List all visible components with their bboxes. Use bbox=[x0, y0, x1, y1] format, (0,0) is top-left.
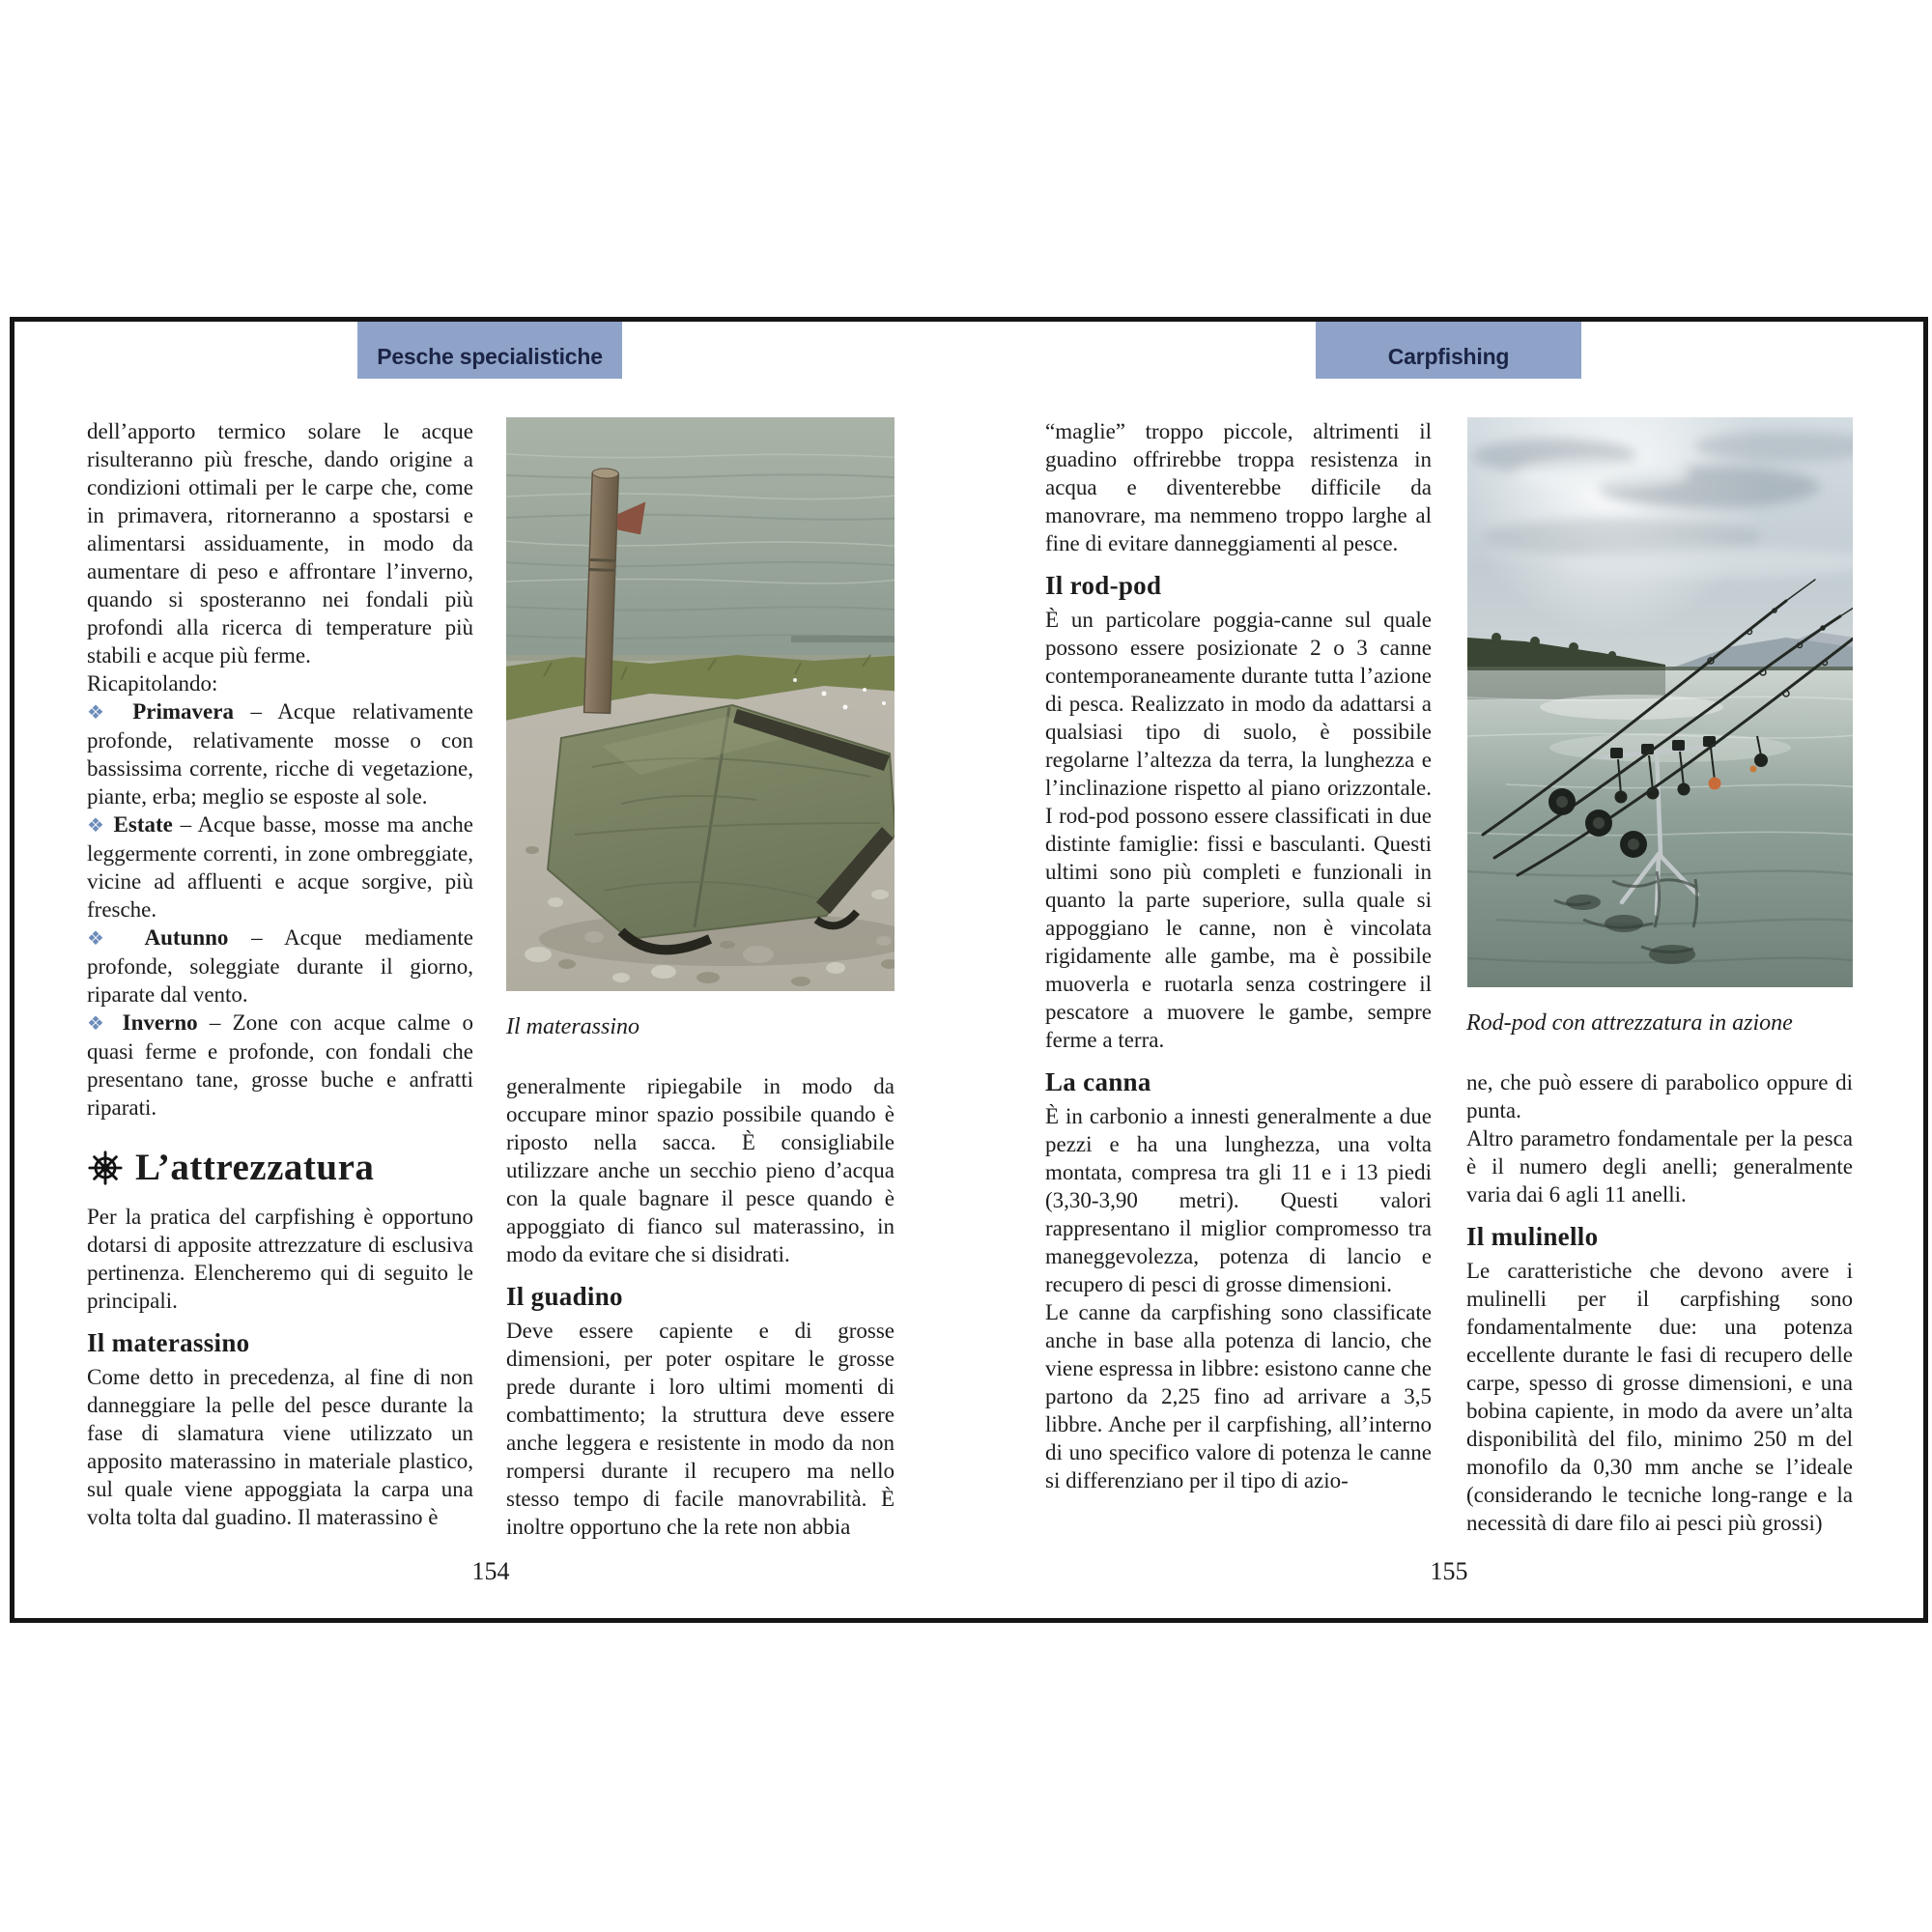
section-title-label: L’attrezzatura bbox=[135, 1147, 375, 1188]
body-paragraph: Le canne da carpfishing sono classificate anche in base alla potenza di lancio, che viene espressa in libbre: esistono canne che partono da 2,25 fino ad arrivare a 3,5 libbre. Anche per il carpfishing, all’interno di uno specifico valore di potenza le canne si differenziano per il tipo di azio- bbox=[1045, 1300, 1432, 1492]
page-number-right: 155 bbox=[1430, 1557, 1468, 1585]
body-paragraph: È un particolare poggia-canne sul quale possono essere posizionate 2 o 3 canne contemporaneamente durante tutta l’azione di pesca. Realizzato in modo da adattarsi a qualsiasi tipo di suolo, è possibile regolarne l’altezza da terra, la lunghezza e l’inclinazione rispetto al piano orizzontale. I rod-pod possono essere classificati in due distinte famiglie: fissi e basculanti. Questi ultimi sono più completi e funzionali in quanto la parte superiore, sulla quale si appoggiano le canne, non è vincolata rigidamente alle gambe, ma è possibile muoverla e ruotarla senza costringere il pescatore a muovere le gambe, sempre ferme a terra. bbox=[1045, 608, 1432, 1052]
body-paragraph: dell’apporto termico solare le acque risulteranno più fresche, dando origine a condizioni ottimali per le carpe che, come in primavera, ritorneranno a spostarsi e alimentarsi assiduamente, in modo da aumentare di peso e affrontare l’inverno, quando si sposteranno nei fondali più profondi alla ricerca di temperature più stabili e acque più ferme. bbox=[87, 419, 473, 668]
subheading-rodpod: Il rod-pod bbox=[1045, 571, 1162, 600]
running-head-right bbox=[1316, 322, 1581, 379]
body-paragraph: Per la pratica del carpfishing è opportuno dotarsi di apposite attrezzature di esclusiva pertinenza. Elencheremo qui di seguito le principali. bbox=[87, 1205, 473, 1313]
season-term: Inverno bbox=[122, 1010, 198, 1035]
diamond-bullet-icon: ❖ bbox=[87, 700, 116, 724]
photo-caption: Il materassino bbox=[506, 1014, 639, 1039]
body-paragraph: Deve essere capiente e di grosse dimensioni, per poter ospitare le grosse prede durante i loro ultimi momenti di combattimento; la struttura deve essere anche leggera e resistente in modo da non rompersi durante il recupero ma nello stesso tempo di facile manovrabilità. È inoltre opportuno che la rete non abbia bbox=[506, 1319, 895, 1539]
season-bullet-inverno bbox=[87, 1009, 473, 1122]
body-paragraph: Le caratteristiche che devono avere i mulinelli per il carpfishing sono fondamentalmente due: una potenza eccellente durante le fasi di recupero delle carpe, spesso di grosse dimensioni, e una bobina capiente, in modo da avere un’alta disponibilità del filo, minimo 250 m del monofilo da 0,30 mm anche se l’ideale (considerando le tecniche long-range e la necessità di dare filo ai pesci più grossi) bbox=[1466, 1259, 1853, 1535]
season-text: – Acque basse, mosse ma anche leggermente correnti, in zone ombreggiate, vicine ad affluenti e acque sorgive, più fresche. bbox=[87, 812, 473, 922]
diamond-bullet-icon: ❖ bbox=[87, 1011, 111, 1035]
subheading-canna: La canna bbox=[1045, 1067, 1151, 1096]
running-head-left bbox=[357, 322, 622, 379]
season-bullet-estate bbox=[87, 810, 473, 923]
season-term: Primavera bbox=[132, 699, 234, 724]
season-text: – Zone con acque calme o quasi ferme e profonde, con fondali che presentano tane, grosse buche e anfratti riparati. bbox=[87, 1010, 473, 1120]
page-number-left: 154 bbox=[471, 1557, 510, 1585]
diamond-bullet-icon: ❖ bbox=[87, 813, 106, 837]
running-head-left-label: Pesche specialistiche bbox=[377, 344, 603, 369]
section-heading-attrezzatura bbox=[87, 1147, 473, 1189]
season-bullet-primavera bbox=[87, 697, 473, 810]
season-text: – Acque mediamente profonde, soleggiate durante il giorno, riparate dal vento. bbox=[87, 925, 473, 1007]
subheading-mulinello: Il mulinello bbox=[1466, 1222, 1599, 1251]
right-page-column-2 bbox=[1466, 417, 1853, 1552]
body-paragraph: generalmente ripiegabile in modo da occupare minor spazio possibile quando è riposto nella sacca. È consigliabile utilizzare anche un secchio pieno d’acqua con la quale bagnare il pesce quando è appoggiato di fianco sul materassino, in modo da evitare che si disidrati. bbox=[506, 1074, 895, 1266]
body-paragraph: “maglie” troppo piccole, altrimenti il guadino offrirebbe troppa resistenza in acqua e diventerebbe difficile da manovrare, ma nemmeno troppo larghe al fine di evitare danneggiamenti al pesce. bbox=[1045, 419, 1432, 555]
materassino-photo bbox=[506, 417, 895, 991]
season-term: Autunno bbox=[144, 925, 229, 950]
left-page-column-1 bbox=[87, 417, 473, 1552]
body-paragraph: ne, che può essere di parabolico oppure di punta. bbox=[1466, 1070, 1853, 1122]
rodpod-photo bbox=[1467, 417, 1853, 987]
left-page-column-2 bbox=[506, 417, 895, 1552]
body-paragraph: Altro parametro fondamentale per la pesca è il numero degli anelli; generalmente varia dai 6 agli 11 anelli. bbox=[1466, 1126, 1853, 1207]
running-head-right-label: Carpfishing bbox=[1387, 344, 1510, 369]
subheading-guadino: Il guadino bbox=[506, 1282, 623, 1311]
helm-wheel-icon bbox=[87, 1150, 124, 1186]
body-paragraph: Come detto in precedenza, al fine di non danneggiare la pelle del pesce durante la fase di slamatura viene utilizzato un apposito materassino in materiale plastico, sul quale viene appoggiata la carpa una volta tolta dal guadino. Il materassino è bbox=[87, 1365, 473, 1529]
subheading-materassino: Il materassino bbox=[87, 1328, 250, 1357]
body-paragraph: Ricapitolando: bbox=[87, 671, 218, 696]
diamond-bullet-icon: ❖ bbox=[87, 926, 122, 950]
body-paragraph: È in carbonio a innesti generalmente a due pezzi e ha una lunghezza, una volta montata, compresa tra gli 11 e i 13 piedi (3,30-3,90 metri). Questi valori rappresentano il miglior compromesso tra maneggevolezza, potenza di lancio e recupero di pesci di grosse dimensioni. bbox=[1045, 1104, 1432, 1296]
right-page-column-1 bbox=[1045, 417, 1432, 1552]
photo-caption: Rod-pod con attrezzatura in azione bbox=[1466, 1010, 1793, 1036]
season-text: – Acque relativamente profonde, relativamente mosse o con bassissima corrente, ricche di vegetazione, piante, erba; meglio se esposte al sole. bbox=[87, 699, 473, 809]
season-bullet-autunno bbox=[87, 923, 473, 1009]
season-term: Estate bbox=[113, 812, 173, 837]
